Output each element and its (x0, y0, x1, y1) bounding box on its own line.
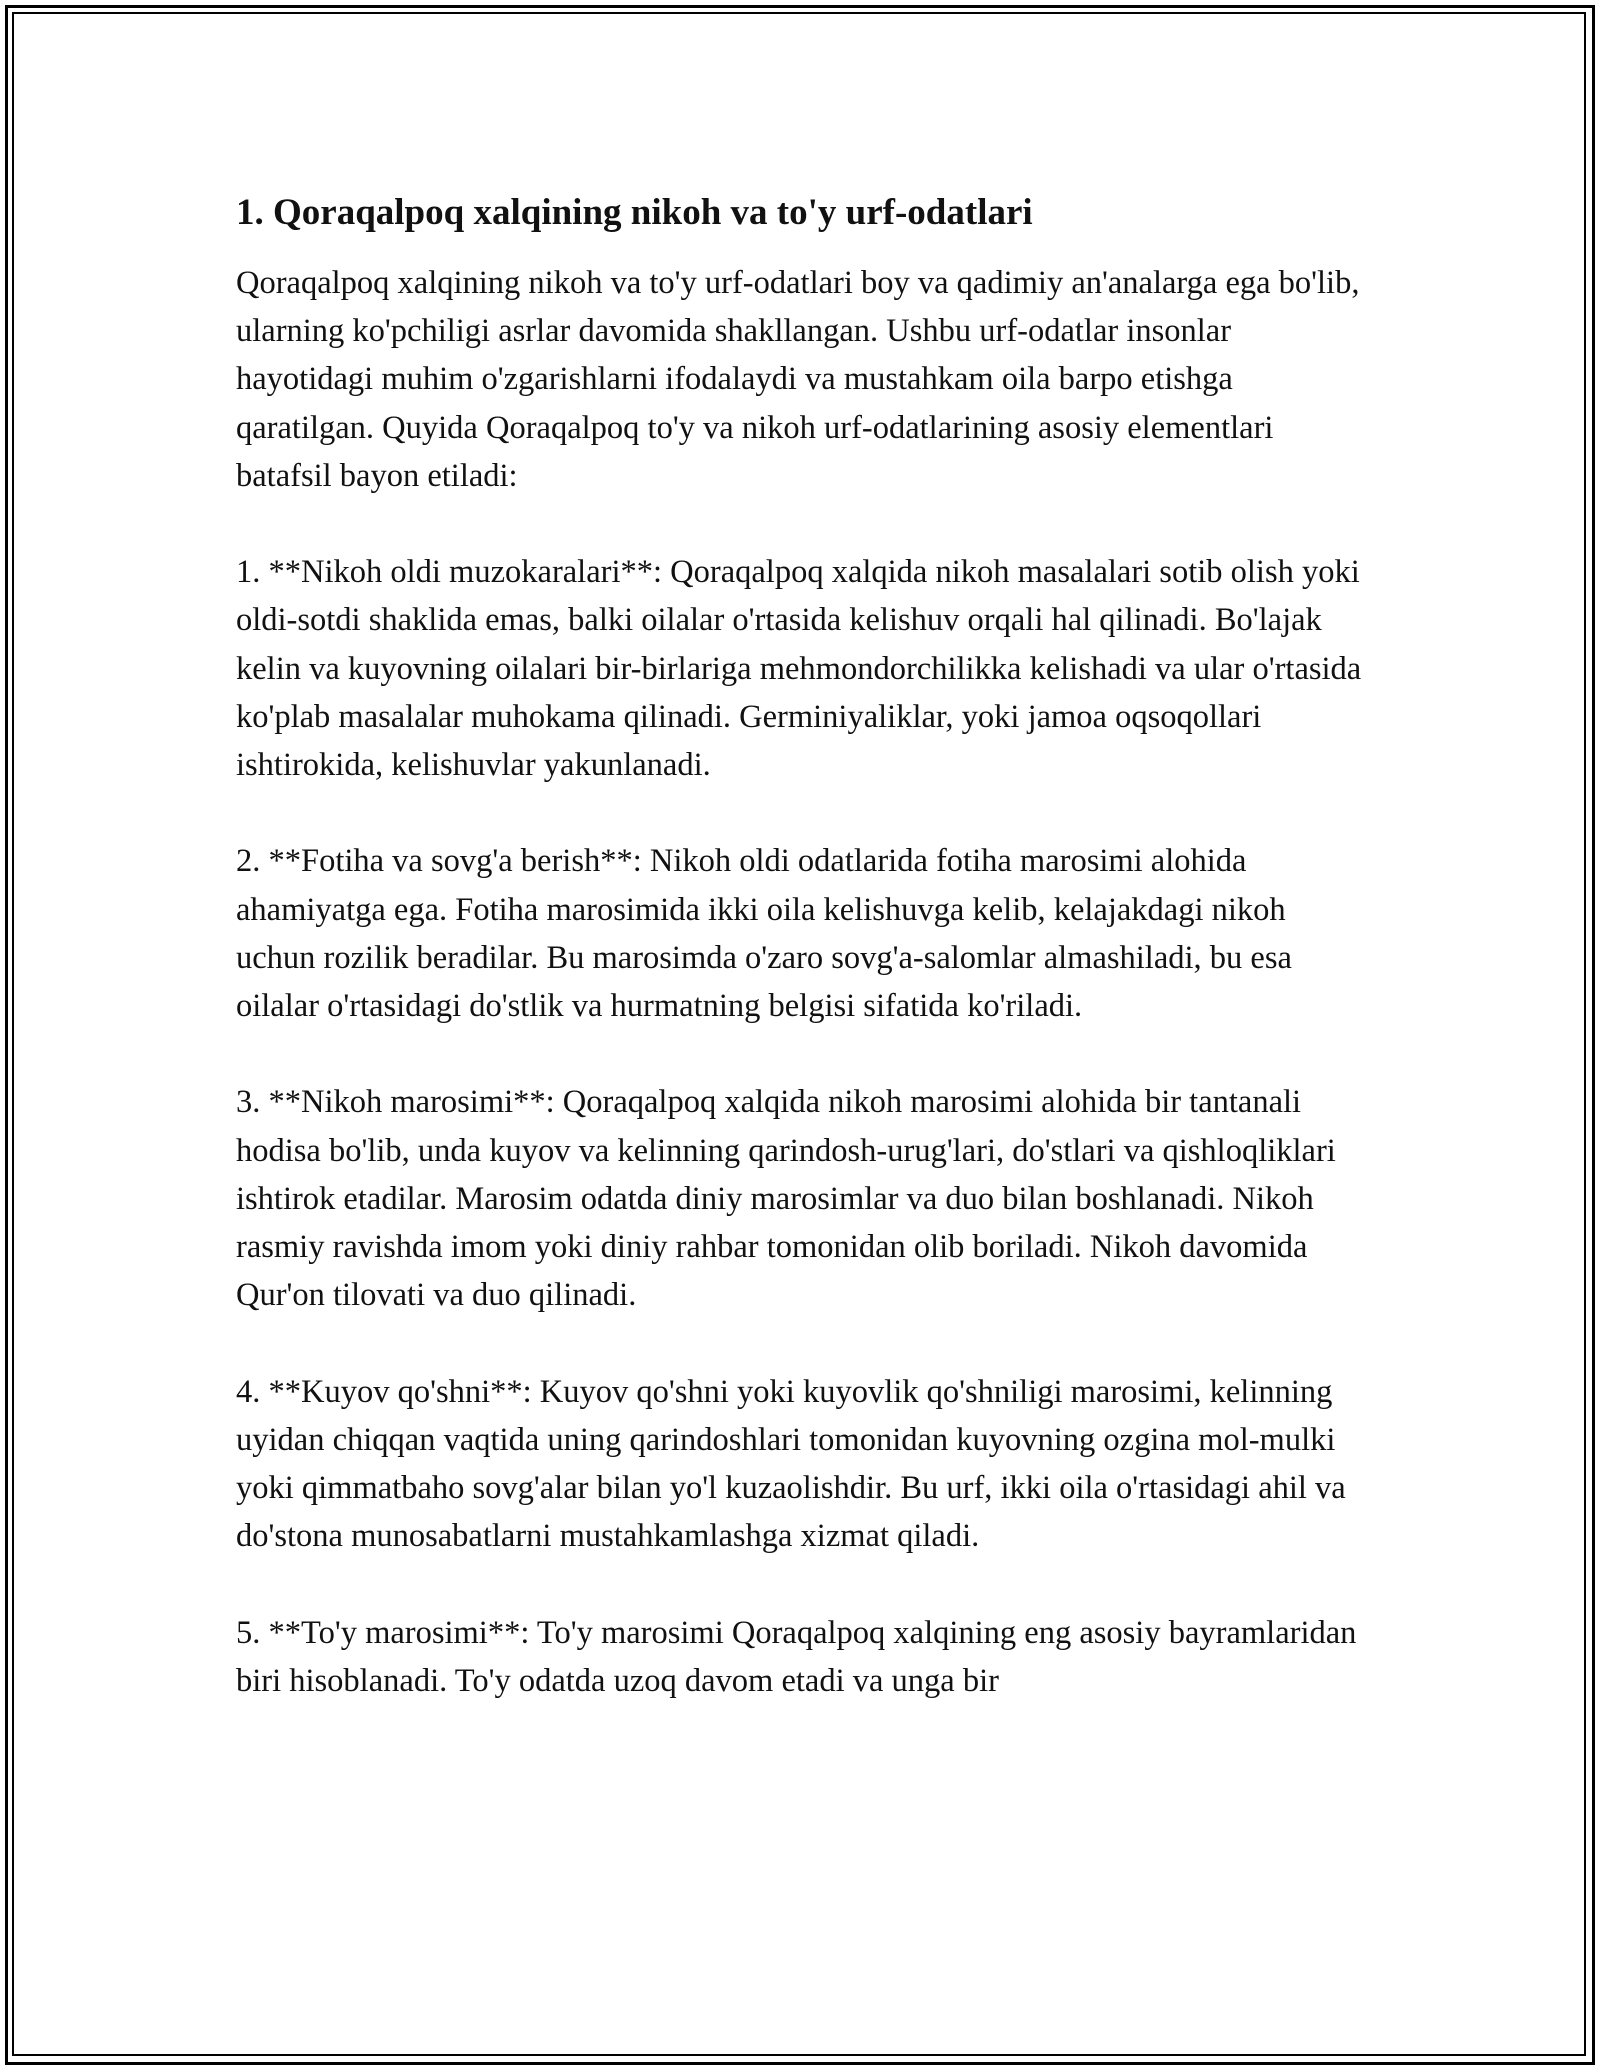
paragraph-intro: Qoraqalpoq xalqining nikoh va to'y urf-odatlari boy va qadimiy an'analarga ega bo'lib, ularning ko'pchiligi asrlar davomida shakllangan. Ushbu urf-odatlar insonlar hayotidagi muhim o'zgarishlarni ifodalaydi va mustahkam oila barpo etishga qaratilgan. Quyida Qoraqalpoq to'y va nikoh urf-odatlarining asosiy elementlari batafsil bayon etiladi: (236, 265, 1360, 494)
paragraph-item-2: 2. **Fotiha va sovg'a berish**: Nikoh oldi odatlarida fotiha marosimi alohida ahamiyatga ega. Fotiha marosimida ikki oila kelishuvga kelib, kelajakdagi nikoh uchun rozilik beradilar. Bu marosimda o'zaro sovg'a-salomlar almashiladi, bu esa oilalar o'rtasidagi do'stlik va hurmatning belgisi sifatida ko'riladi. (236, 843, 1292, 1025)
paragraph-item-1: 1. **Nikoh oldi muzokaralari**: Qoraqalpoq xalqida nikoh masalalari sotib olish yoki oldi-sotdi shaklida emas, balki oilalar o'rtasida kelishuv orqali hal qilinadi. Bo'lajak kelin va kuyovning oilalari bir-birlariga mehmondorchilikka kelishadi va ular o'rtasida ko'plab masalalar muhokama qilinadi. Germiniyaliklar, yoki jamoa oqsoqollari ishtirokida, kelishuvlar yakunlanadi. (236, 554, 1362, 784)
paragraph-item-4: 4. **Kuyov qo'shni**: Kuyov qo'shni yoki kuyovlik qo'shniligi marosimi, kelinning uyidan chiqqan vaqtida uning qarindoshlari tomonidan kuyovning ozgina mol-mulki yoki qimmatbaho sovg'alar bilan yo'l kuzaolishdir. Bu urf, ikki oila o'rtasidagi ahil va do'stona munosabatlarni mustahkamlashga xizmat qiladi. (236, 1373, 1346, 1555)
paragraph-item-3: 3. **Nikoh marosimi**: Qoraqalpoq xalqida nikoh marosimi alohida bir tantanali hodisa bo'lib, unda kuyov va kelinning qarindosh-urug'lari, do'stlari va qishloqliklari ishtirok etadilar. Marosim odatda diniy marosimlar va duo bilan boshlanadi. Nikoh rasmiy ravishda imom yoki diniy rahbar tomonidan olib boriladi. Nikoh davomida Qur'on tilovati va duo qilinadi. (236, 1084, 1336, 1314)
document-body (236, 188, 1366, 1753)
document-title: 1. Qoraqalpoq xalqining nikoh va to'y urf-odatlari (236, 192, 1033, 233)
paragraph-item-5: 5. **To'y marosimi**: To'y marosimi Qoraqalpoq xalqining eng asosiy bayramlaridan biri hisoblanadi. To'y odatda uzoq davom etadi va unga bir (236, 1614, 1357, 1699)
